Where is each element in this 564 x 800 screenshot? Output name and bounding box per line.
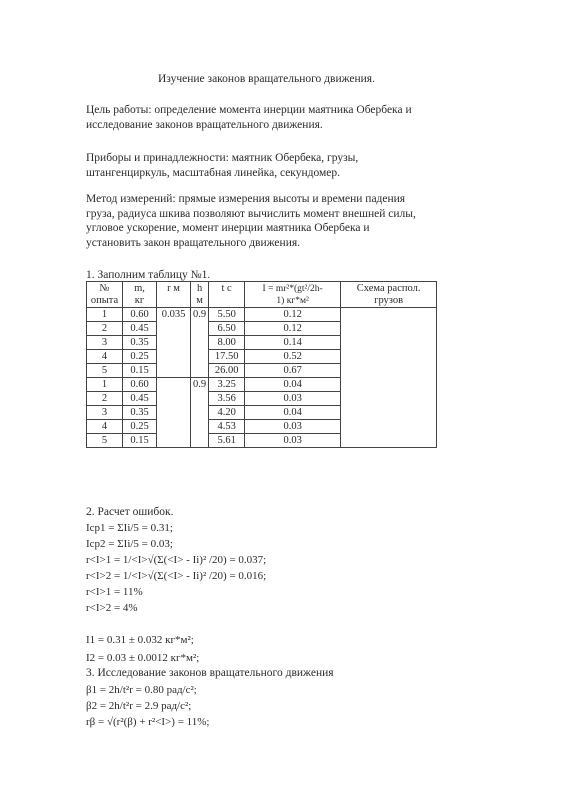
cell-time: 6.50 (209, 322, 245, 336)
instruments-line: Приборы и принадлежности: маятник Обербека, грузы, (86, 152, 359, 164)
beta-formula: β2 = 2h/t²r = 2.9 рад/с²; (86, 700, 192, 712)
error-formula: r<I>2 = 1/<I>√(Σ(<I> - Ii)² /20) = 0.016; (86, 570, 267, 582)
cell-inertia: 0.03 (245, 392, 341, 406)
goal-line: исследование законов вращательного движения. (86, 118, 323, 131)
cell-mass: 0.45 (123, 392, 157, 406)
cell-mass: 0.45 (123, 322, 157, 336)
cell-time: 17.50 (209, 350, 245, 364)
beta-formula: β1 = 2h/t²r = 0.80 рад/с²; (86, 684, 197, 696)
cell-inertia: 0.12 (245, 308, 341, 322)
cell-mass: 0.60 (123, 308, 157, 322)
cell-mass: 0.25 (123, 420, 157, 434)
cell-trial: 4 (87, 350, 123, 364)
cell-inertia: 0.52 (245, 350, 341, 364)
cell-trial: 2 (87, 392, 123, 406)
cell-mass: 0.25 (123, 350, 157, 364)
header-inertia: I = mr²*(gt²/2h- 1) кг*м² (245, 282, 341, 308)
cell-mass: 0.35 (123, 336, 157, 350)
header-weights-layout: Схема распол. грузов (341, 282, 437, 308)
table-header-row (87, 282, 437, 308)
cell-radius: 0.035 (157, 308, 191, 378)
cell-trial: 1 (87, 378, 123, 392)
document-title: Изучение законов вращательного движения. (158, 73, 375, 85)
cell-time: 4.53 (209, 420, 245, 434)
error-formula: Iср2 = ΣIi/5 = 0.03; (86, 538, 173, 550)
cell-height: 0.9 (191, 378, 209, 448)
cell-time: 4.20 (209, 406, 245, 420)
cell-time: 26.00 (209, 364, 245, 378)
cell-inertia: 0.03 (245, 434, 341, 448)
header-radius: r м (157, 282, 191, 308)
error-formula: r<I>2 = 4% (86, 602, 138, 614)
instruments-paragraph (86, 151, 496, 180)
header-time: t с (209, 282, 245, 308)
cell-radius-empty (157, 378, 191, 448)
beta-formula: rβ = √(r²(β) + r²<I>) = 11%; (86, 716, 210, 728)
section-3-heading: 3. Исследование законов вращательного движения (86, 667, 334, 679)
table-row (87, 308, 437, 322)
cell-trial: 5 (87, 434, 123, 448)
cell-trial: 1 (87, 308, 123, 322)
cell-time: 3.56 (209, 392, 245, 406)
cell-height: 0.9 (191, 308, 209, 378)
result-formula: I1 = 0.31 ± 0.032 кг*м²; (86, 634, 194, 646)
error-formula: Iср1 = ΣIi/5 = 0.31; (86, 522, 173, 534)
cell-inertia: 0.03 (245, 420, 341, 434)
error-formula: r<I>1 = 1/<I>√(Σ(<I> - Ii)² /20) = 0.037; (86, 554, 267, 566)
cell-mass: 0.35 (123, 406, 157, 420)
cell-trial: 3 (87, 336, 123, 350)
instruments-line: штангенциркуль, масштабная линейка, секундомер. (86, 166, 341, 179)
cell-mass: 0.15 (123, 364, 157, 378)
cell-inertia: 0.14 (245, 336, 341, 350)
section-1-heading: 1. Заполним таблицу №1. (86, 269, 211, 281)
method-line: угловое ускорение, момент инерции маятника Обербека и (86, 222, 370, 234)
goal-paragraph (86, 103, 496, 132)
cell-mass: 0.60 (123, 378, 157, 392)
method-paragraph (86, 192, 496, 250)
cell-time: 5.61 (209, 434, 245, 448)
goal-line: Цель работы: определение момента инерции маятника Обербека и (86, 104, 412, 116)
method-line: груза, радиуса шкива позволяют вычислить момент внешней силы, (86, 207, 416, 220)
cell-mass: 0.15 (123, 434, 157, 448)
cell-time: 8.00 (209, 336, 245, 350)
cell-time: 5.50 (209, 308, 245, 322)
section-2-heading: 2. Расчет ошибок. (86, 506, 174, 518)
measurements-table (86, 281, 437, 448)
cell-weights-layout (341, 308, 437, 448)
header-trial-number: № опыта (87, 282, 123, 308)
cell-time: 3.25 (209, 378, 245, 392)
cell-trial: 4 (87, 420, 123, 434)
cell-inertia: 0.67 (245, 364, 341, 378)
cell-inertia: 0.04 (245, 378, 341, 392)
cell-trial: 5 (87, 364, 123, 378)
cell-inertia: 0.12 (245, 322, 341, 336)
method-line: установить закон вращательного движения. (86, 236, 301, 249)
header-mass: m, кг (123, 282, 157, 308)
cell-trial: 2 (87, 322, 123, 336)
cell-trial: 3 (87, 406, 123, 420)
header-height: h м (191, 282, 209, 308)
method-line: Метод измерений: прямые измерения высоты и времени падения (86, 193, 406, 205)
error-formula: r<I>1 = 11% (86, 586, 143, 598)
cell-inertia: 0.04 (245, 406, 341, 420)
result-formula: I2 = 0.03 ± 0.0012 кг*м²; (86, 652, 200, 664)
